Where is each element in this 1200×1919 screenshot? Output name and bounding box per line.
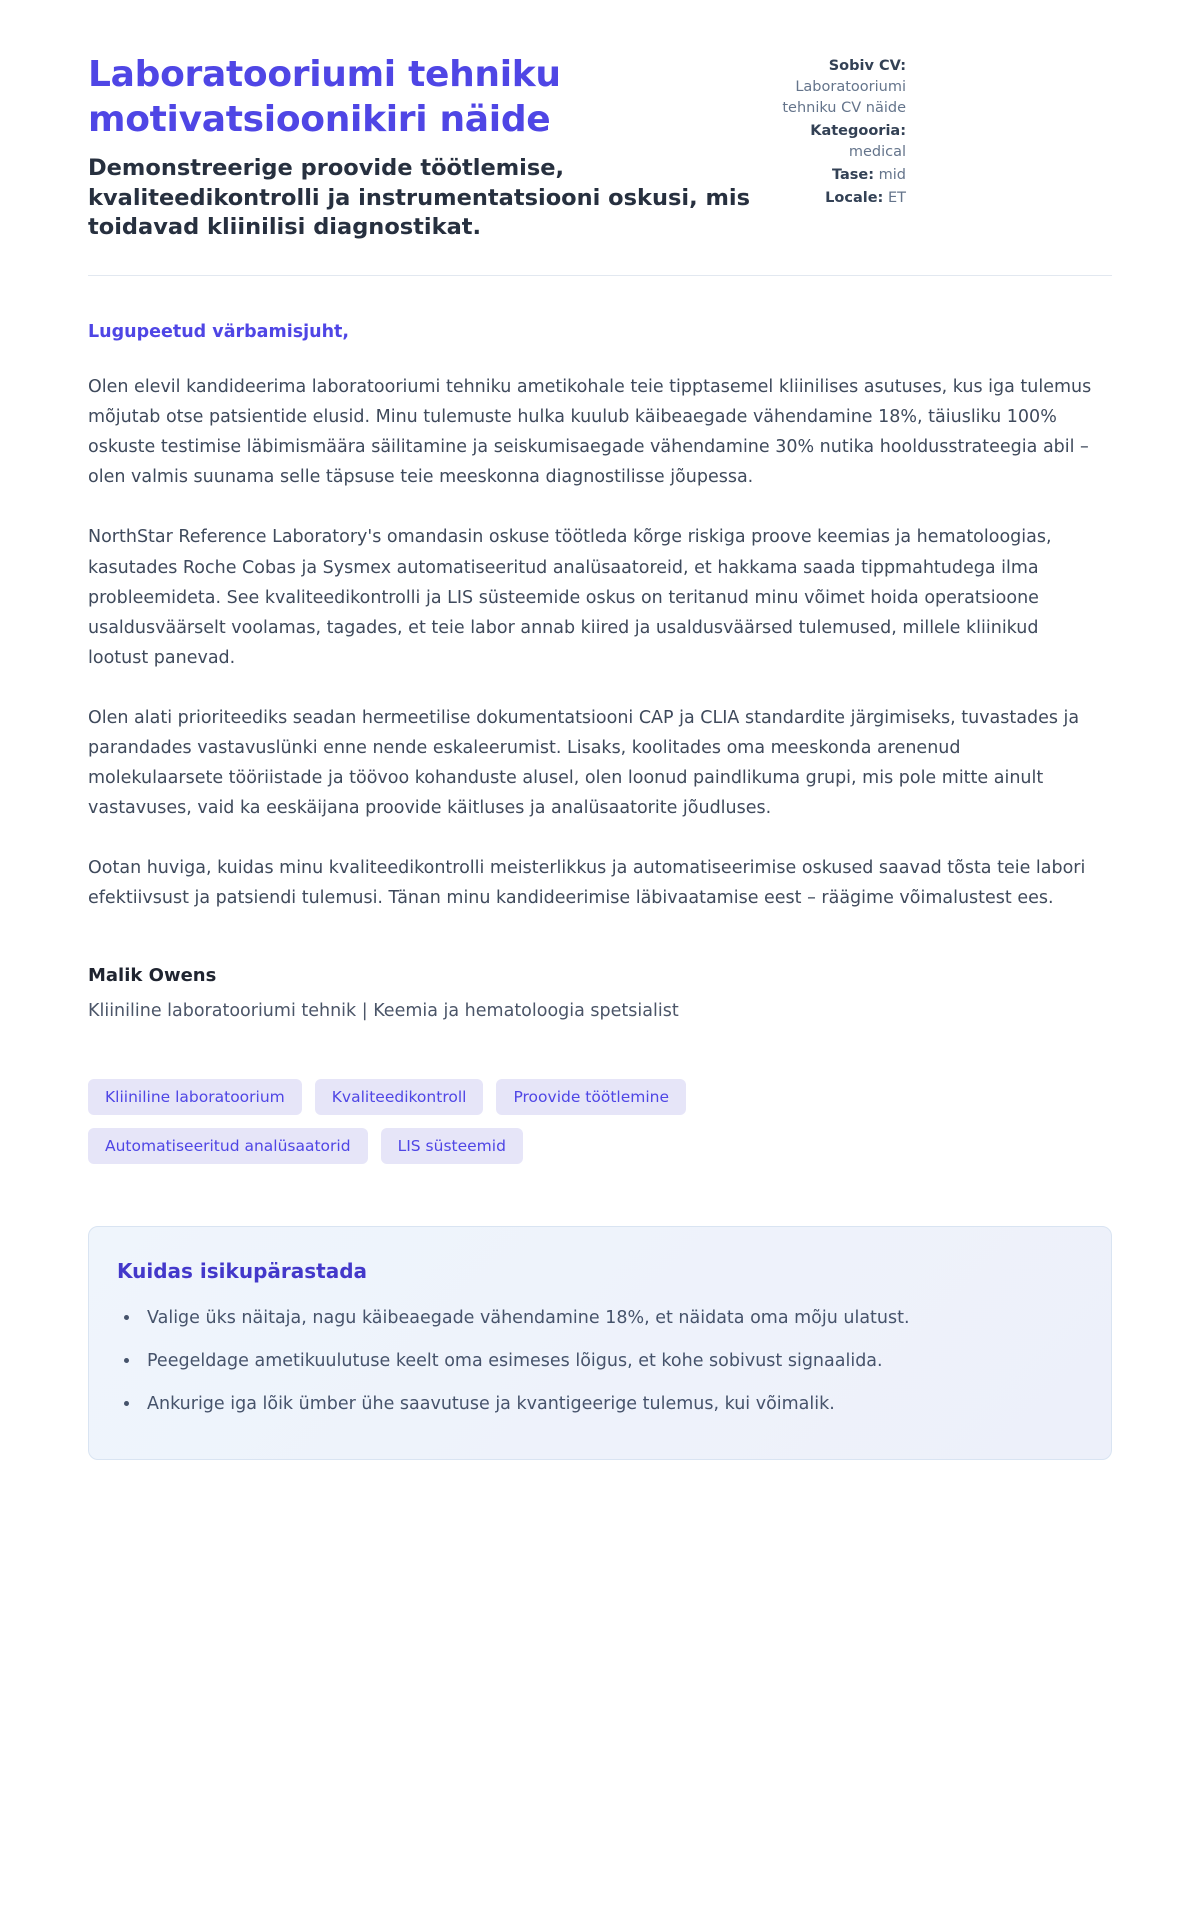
- meta-level: [774, 165, 906, 186]
- meta-level-value: mid: [878, 167, 906, 184]
- meta-category-value: medical: [848, 144, 906, 161]
- signature-block: [88, 965, 1112, 1021]
- tip-item-2: • Peegeldage ametikuulutuse keelt oma esimeses lõigus, et kohe sobivust signaalida.: [141, 1348, 1061, 1376]
- signature-title: Kliiniline laboratooriumi tehnik | Keemia ja hematoloogia spetsialist: [88, 1001, 679, 1022]
- skill-tag-clinical-laboratory: Kliiniline laboratoorium: [88, 1079, 302, 1115]
- skill-tag-lis-systems: LIS süsteemid: [381, 1128, 523, 1164]
- meta-category: [774, 121, 906, 163]
- letter-paragraph-2: NorthStar Reference Laboratory's omandasin oskuse töötleda kõrge riskiga proove keemias ja hematoloogias, kasutades Roche Cobas ja Sysmex automatiseeritud analüsaatoreid, et hakkama saada tippmahtudega ilma probleemideta. See kvaliteedikontrolli ja LIS süsteemide oskus on teritanud minu võimet hoida operatsioone usaldusväärselt voolamas, tagades, et teie labor annab kiired ja usaldusväärsed tulemused, millele kliinikud lootust panevad.: [88, 527, 1052, 668]
- header-titles: [88, 52, 774, 243]
- meta-locale-label: Locale:: [825, 190, 884, 207]
- signature-name: Malik Owens: [88, 965, 217, 987]
- tip-item-3: • Ankurige iga lõik ümber ühe saavutuse ja kvantigeerige tulemus, kui võimalik.: [141, 1391, 1061, 1419]
- letter-paragraph-1: Olen elevil kandideerima laboratooriumi tehniku ametikohale teie tipptasemel kliinilises asutuses, kus iga tulemus mõjutab otse patsientide elusid. Minu tulemuste hulka kuulub käibeaegade vähendamine 18%, täiusliku 100% oskuste testimise läbimismäära säilitamine ja seiskumisaegade vähendamine 30% nutika hooldusstrateegia abil – olen valmis suunama selle täpsuse teie meeskonna diagnostilisse jõupessa.: [88, 377, 1092, 488]
- header-divider: [88, 275, 1112, 276]
- meta-locale: [774, 188, 906, 209]
- meta-category-label: Kategooria:: [810, 123, 906, 140]
- meta-matching-cv-value: Laboratooriumi tehniku CV näide: [782, 79, 906, 117]
- letter-paragraph-4: Ootan huviga, kuidas minu kvaliteedikontrolli meisterlikkus ja automatiseerimise oskused saavad tõsta teie labori efektiivsust ja patsiendi tulemusi. Tänan minu kandideerimise läbivaatamise eest – räägime võimalustest ees.: [88, 858, 1086, 909]
- personalization-tips-box: [88, 1226, 1112, 1460]
- skill-tag-automated-analyzers: Automatiseeritud analüsaatorid: [88, 1128, 368, 1164]
- page-title: Laboratooriumi tehniku motivatsioonikiri näide: [88, 54, 561, 140]
- tip-item-1: • Valige üks näitaja, nagu käibeaegade vähendamine 18%, et näidata oma mõju ulatust.: [141, 1305, 1061, 1333]
- letter-greeting: Lugupeetud värbamisjuht,: [88, 322, 350, 343]
- letter-body: [88, 322, 1112, 1460]
- meta-locale-value: ET: [887, 190, 906, 207]
- tips-list: [117, 1305, 1075, 1418]
- meta-matching-cv-label: Sobiv CV:: [828, 58, 906, 74]
- page-subtitle: Demonstreerige proovide töötlemise, kvaliteedikontrolli ja instrumentatsiooni oskusi, mis toidavad kliinilisi diagnostikat.: [88, 155, 751, 241]
- skill-tag-quality-control: Kvaliteedikontroll: [315, 1079, 484, 1115]
- tips-title: Kuidas isikupärastada: [117, 1259, 368, 1284]
- skill-tags: [88, 1079, 978, 1164]
- header: [88, 52, 1112, 243]
- letter-paragraph-3: Olen alati prioriteediks seadan hermeetilise dokumentatsiooni CAP ja CLIA standardite järgimiseks, tuvastades ja parandades vastavuslünki enne nende eskaleerumist. Lisaks, koolitades oma meeskonda arenenud molekulaarsete tööriistade ja töövoo kohanduste alusel, olen loonud paindlikuma grupi, mis pole mitte ainult vastavuses, vaid ka eeskäijana proovide käitluses ja analüsaatorite jõudluses.: [88, 707, 1080, 819]
- skill-tag-sample-processing: Proovide töötlemine: [496, 1079, 686, 1115]
- meta-panel: [774, 56, 906, 211]
- meta-level-label: Tase:: [831, 167, 875, 184]
- meta-matching-cv: [774, 56, 906, 119]
